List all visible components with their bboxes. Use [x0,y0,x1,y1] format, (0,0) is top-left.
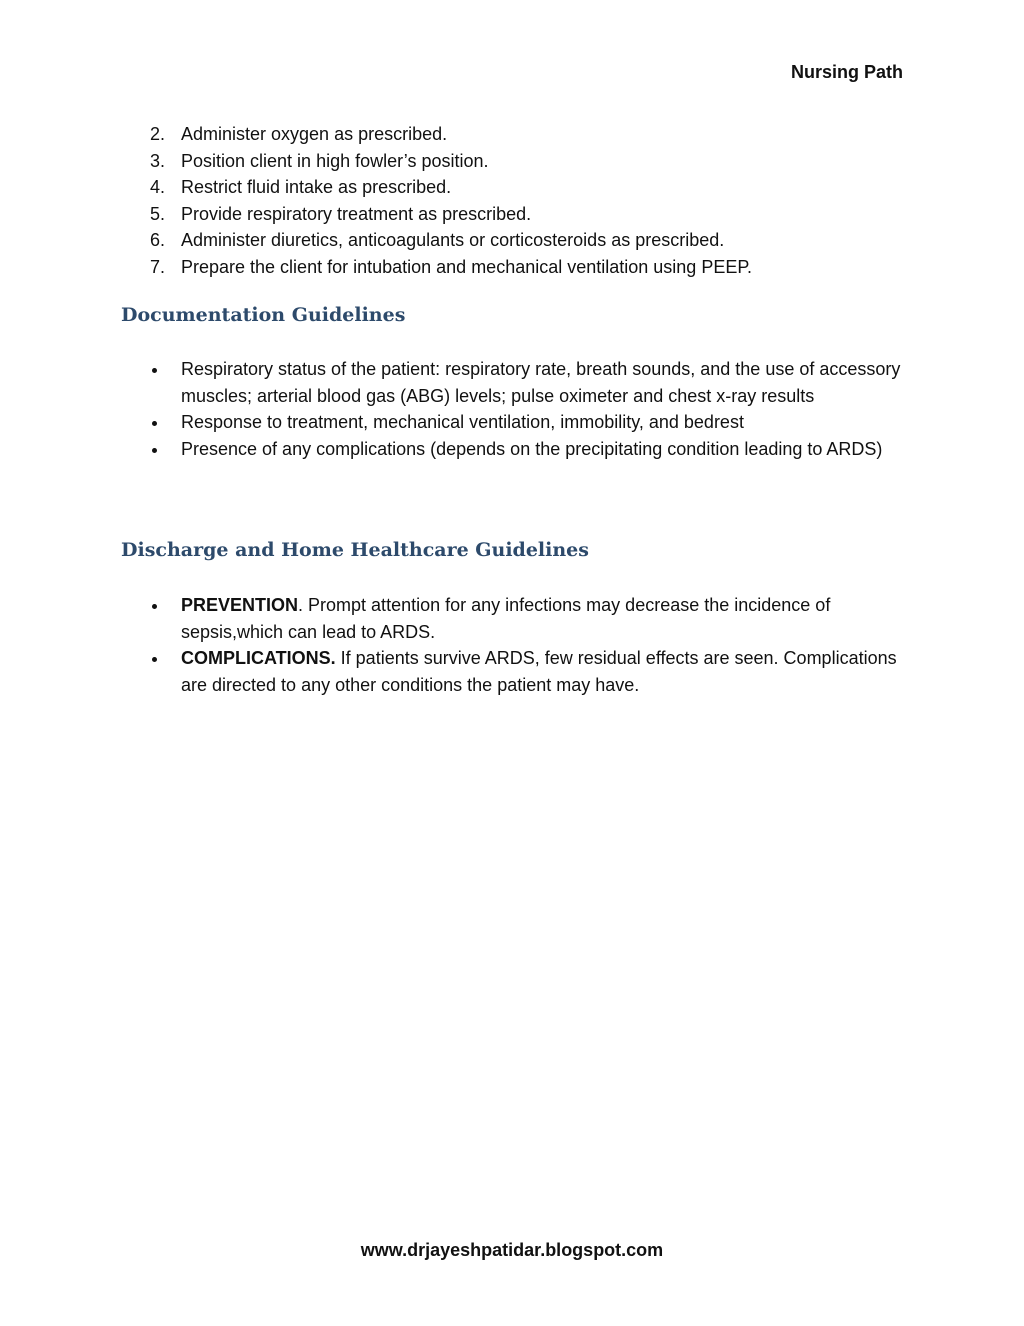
list-item [150,148,910,175]
list-number: 4. [150,177,166,197]
footer-url: www.drjayeshpatidar.blogspot.com [360,1240,664,1260]
list-item [150,201,910,228]
list-item-text [181,645,918,698]
list-item [148,356,918,409]
bullet-icon [148,592,181,645]
list-item-text: Presence of any complications (depends on the precipitating condition leading to ARDS) [181,438,883,459]
bullet-icon [148,356,181,409]
bullet-icon [148,409,181,436]
documentation-heading: Documentation Guidelines [121,304,406,326]
bullet-icon [148,436,181,463]
list-item [148,436,918,463]
list-item-text: Response to treatment, mechanical ventilation, immobility, and bedrest [181,412,744,432]
list-item [148,409,918,436]
list-item-text: Administer diuretics, anticoagulants or corticosteroids as prescribed. [181,230,725,250]
list-item [148,645,918,698]
list-item-body: If patients survive ARDS, few residual effects are seen. Complications are directed to any other conditions the patient may have. [181,648,897,695]
list-item-text: Provide respiratory treatment as prescribed. [181,203,532,224]
list-number: 7. [150,256,166,277]
list-item-text [181,592,918,645]
discharge-heading: Discharge and Home Healthcare Guidelines [121,539,589,561]
list-item-text: Prepare the client for intubation and mechanical ventilation using PEEP. [181,256,753,277]
bullet-icon [148,645,181,698]
list-item [150,227,910,254]
list-number: 6. [150,230,166,250]
list-item [150,121,910,148]
list-item-text: Respiratory status of the patient: respiratory rate, breath sounds, and the use of accessory muscles; arterial blood gas (ABG) levels; pulse oximeter and chest x-ray results [181,359,901,406]
numbered-list [150,121,910,280]
list-item [148,592,918,645]
list-item-text: Position client in high fowler’s position. [181,150,489,171]
page-header: Nursing Path [790,62,903,82]
list-number: 5. [150,203,166,224]
list-item-text: Restrict fluid intake as prescribed. [181,177,452,197]
list-item [150,174,910,201]
list-item-text: Administer oxygen as prescribed. [181,124,448,144]
list-number: 3. [150,150,166,171]
documentation-list [148,356,918,462]
discharge-list [148,592,918,698]
list-item-lead: PREVENTION [181,595,299,615]
list-item-lead: COMPLICATIONS. [181,648,336,668]
list-item [150,254,910,281]
list-item-body: . Prompt attention for any infections may decrease the incidence of sepsis,which can lead to ARDS. [181,595,831,642]
list-number: 2. [150,124,166,144]
